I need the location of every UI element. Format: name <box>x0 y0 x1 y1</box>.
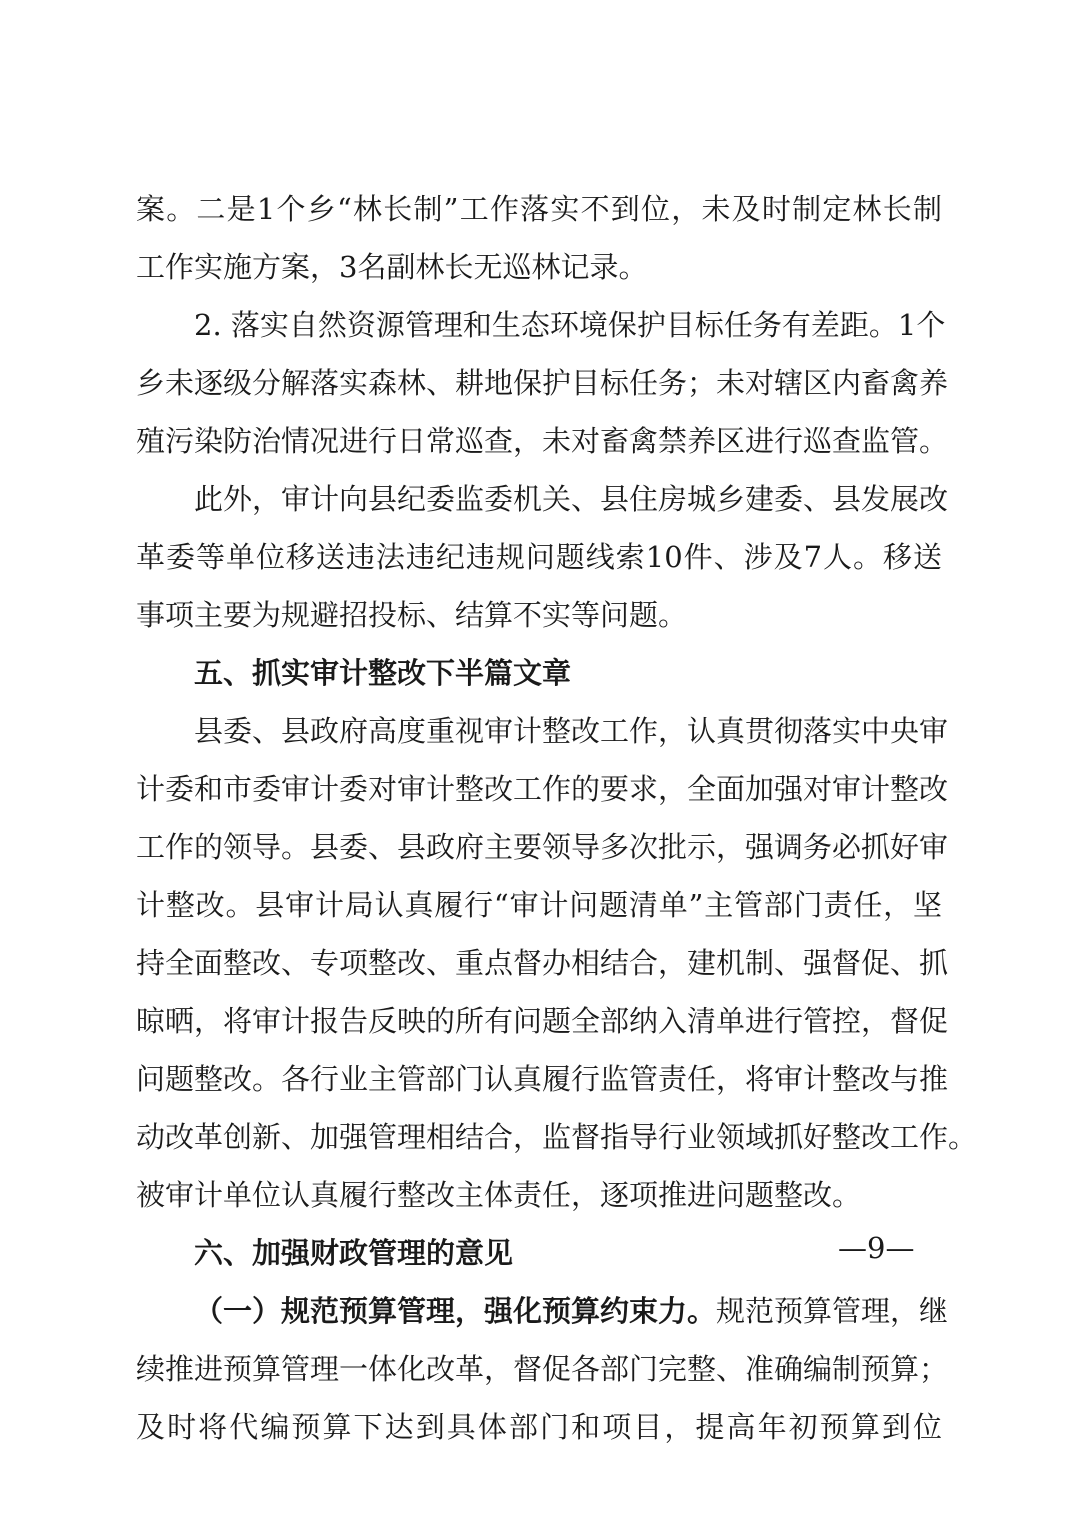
text-line: 乡未逐级分解落实森林、耕地保护目标任务；未对辖区内畜禽养 <box>136 366 949 400</box>
text-line: 案。二是1个乡“林长制”工作落实不到位，未及时制定林长制 <box>136 192 942 226</box>
text-line: 2. 落实自然资源管理和生态环境保护目标任务有差距。1个 <box>194 308 946 342</box>
text-line: 县委、县政府高度重视审计整改工作，认真贯彻落实中央审 <box>194 714 949 748</box>
body-text <box>136 180 978 1456</box>
text-line: 革委等单位移送违法违纪违规问题线索10件、涉及7人。移送 <box>136 540 942 574</box>
text-line: 问题整改。各行业主管部门认真履行监管责任，将审计整改与推 <box>136 1062 949 1096</box>
text-line: 晾晒，将审计报告反映的所有问题全部纳入清单进行管控，督促 <box>136 1004 949 1038</box>
text-run: 规范预算管理，继 <box>716 1294 949 1328</box>
text-line: 殖污染防治情况进行日常巡查，未对畜禽禁养区进行巡查监管。 <box>136 424 949 458</box>
text-line: 及时将代编预算下达到具体部门和项目，提高年初预算到位 <box>136 1410 942 1444</box>
text-line: 持全面整改、专项整改、重点督办相结合，建机制、强督促、抓 <box>136 946 949 980</box>
subsection-lead: （一）规范预算管理，强化预算约束力。 <box>194 1294 717 1328</box>
page-number: —9— <box>838 1231 915 1265</box>
section-heading: 五、抓实审计整改下半篇文章 <box>194 656 572 690</box>
text-line: 事项主要为规避招投标、结算不实等问题。 <box>136 598 688 632</box>
text-line: 被审计单位认真履行整改主体责任，逐项推进问题整改。 <box>136 1178 862 1212</box>
text-line <box>136 1282 949 1340</box>
text-line: 工作的领导。县委、县政府主要领导多次批示，强调务必抓好审 <box>136 830 949 864</box>
text-line: 动改革创新、加强管理相结合，监督指导行业领域抓好整改工作。 <box>136 1120 978 1154</box>
text-line: 计委和市委审计委对审计整改工作的要求，全面加强对审计整改 <box>136 772 949 806</box>
section-heading: 六、加强财政管理的意见 <box>194 1236 514 1270</box>
text-line: 此外，审计向县纪委监委机关、县住房城乡建委、县发展改 <box>194 482 949 516</box>
text-line: 续推进预算管理一体化改革，督促各部门完整、准确编制预算； <box>136 1352 949 1386</box>
text-line: 计整改。县审计局认真履行“审计问题清单”主管部门责任，坚 <box>136 888 942 922</box>
text-line: 工作实施方案，3名副林长无巡林记录。 <box>136 250 648 284</box>
